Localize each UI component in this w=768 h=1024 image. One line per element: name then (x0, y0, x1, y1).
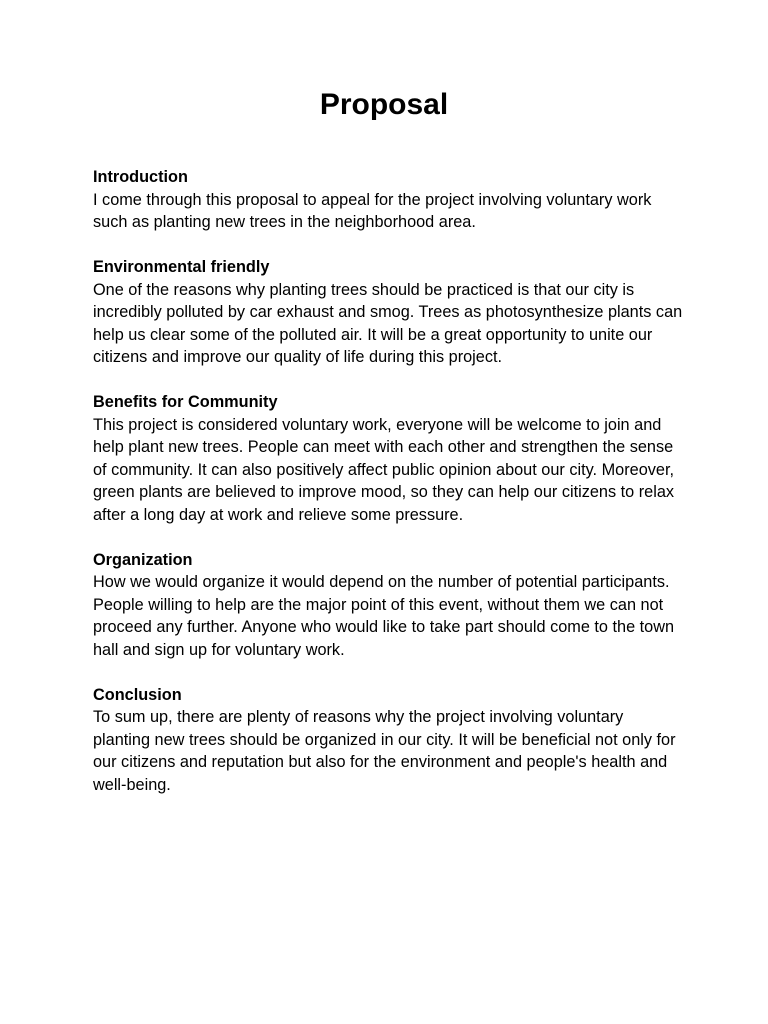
section-conclusion (93, 684, 683, 797)
document-title: Proposal (319, 88, 449, 121)
section-benefits-for-community (93, 391, 683, 526)
section-heading: Conclusion (93, 685, 182, 704)
section-heading: Organization (93, 550, 193, 569)
section-body: To sum up, there are plenty of reasons why the project involving voluntary planting new trees should be organized in our city. It will be beneficial not only for our citizens and reputation but also for the environment and people's health and well-being. (93, 708, 676, 794)
section-heading: Environmental friendly (93, 258, 270, 276)
section-organization (93, 549, 683, 662)
document-content (93, 166, 683, 819)
section-body: This project is considered voluntary work, everyone will be welcome to join and help plant new trees. People can meet with each other and strengthen the sense of community. It can also positively affect public opinion about our city. Moreover, green plants are believed to improve mood, so they can help our citizens to relax after a long day at work and relieve some pressure. (93, 415, 675, 524)
section-body: I come through this proposal to appeal for the project involving voluntary work such as planting new trees in the neighborhood area. (93, 190, 652, 231)
section-body: How we would organize it would depend on the number of potential participants. People willing to help are the major point of this event, without them we can not proceed any further. Anyone who would like to take part should come to the town hall and sign up for voluntary work. (93, 573, 675, 659)
section-body: One of the reasons why planting trees should be practiced is that our city is incredibly polluted by car exhaust and smog. Trees as photosynthesize plants can help us clear some of the polluted air. It will be a great opportunity to unite our citizens and improve our quality of life during this project. (93, 280, 683, 366)
section-environmental-friendly (93, 256, 683, 369)
section-introduction (93, 166, 683, 234)
section-heading: Introduction (93, 168, 188, 186)
section-heading: Benefits for Community (93, 393, 278, 411)
